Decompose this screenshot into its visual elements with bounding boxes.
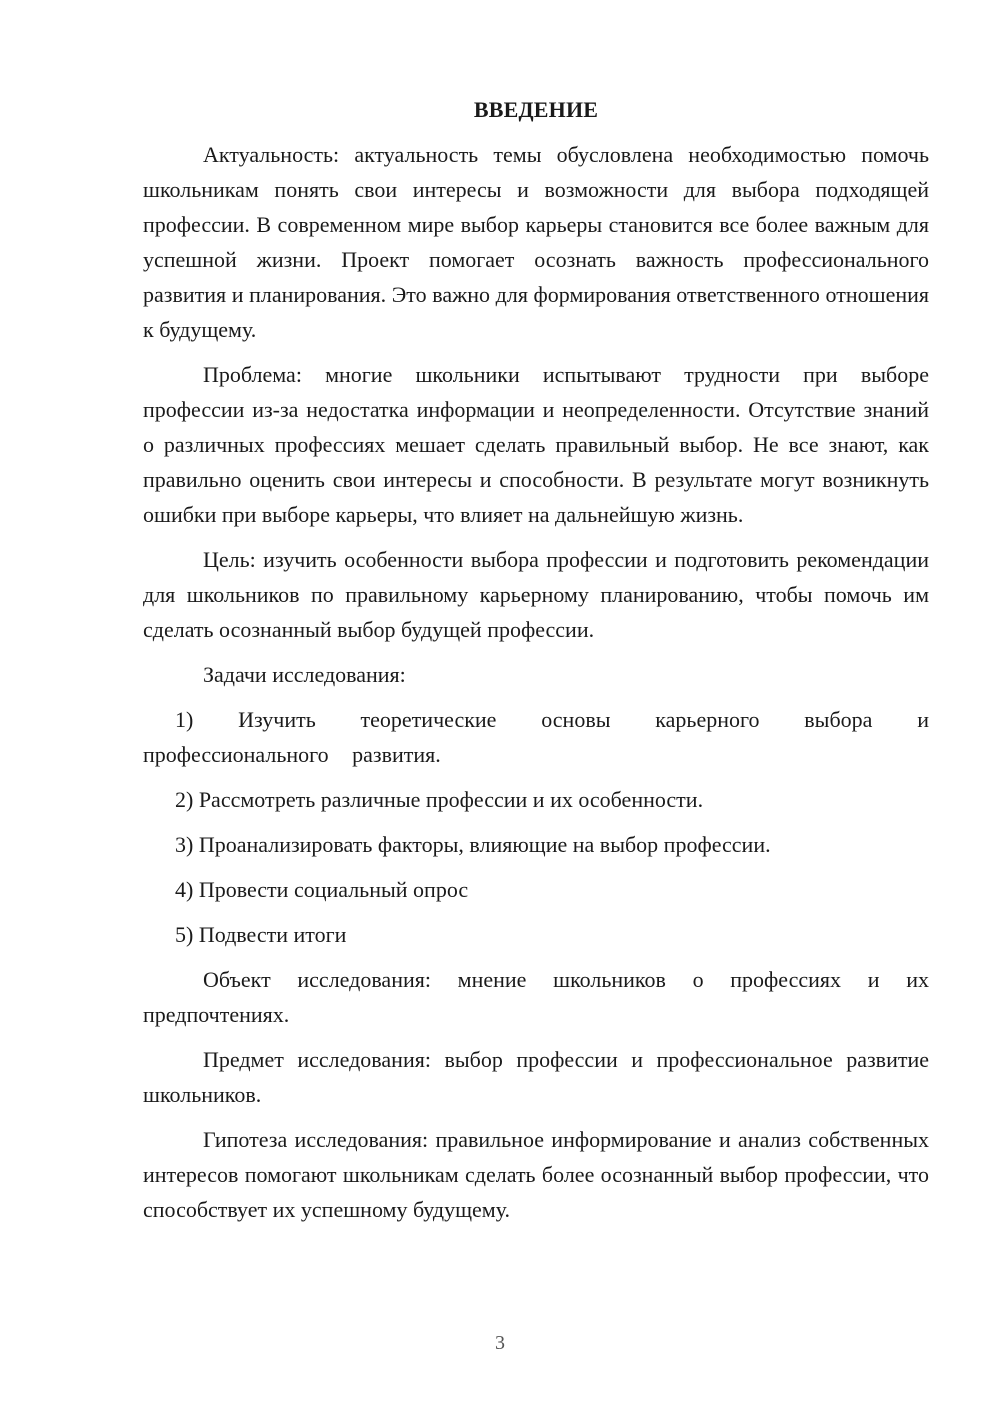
document-page	[143, 92, 929, 1237]
task-item: 2) Рассмотреть различные профессии и их особенности.	[175, 787, 704, 812]
paragraph-hypothesis: Гипотеза исследования: правильное информирование и анализ собственных интересов помогают школьникам сделать более осознанный выбор профессии, что способствует их успешному будущему.	[143, 1127, 929, 1222]
paragraph-problem: Проблема: многие школьники испытывают трудности при выборе профессии из-за недостатка информации и неопределенности. Отсутствие знаний о различных профессиях мешает сделать правильный выбор. Не все знают, как правильно оценить свои интересы и способности. В результате могут возникнуть ошибки при выборе карьеры, что влияет на дальнейшую жизнь.	[143, 362, 929, 527]
page-number: 3	[495, 1332, 505, 1354]
section-title: ВВЕДЕНИЕ	[473, 97, 599, 122]
task-item: 5) Подвести итоги	[175, 922, 347, 947]
task-item: 1) Изучить теоретические основы карьерного выбора и профессионального развития.	[143, 707, 929, 767]
paragraph-goal: Цель: изучить особенности выбора профессии и подготовить рекомендации для школьников по правильному карьерному планированию, чтобы помочь им сделать осознанный выбор будущей профессии.	[143, 547, 929, 642]
task-item: 4) Провести социальный опрос	[175, 877, 469, 902]
tasks-heading: Задачи исследования:	[203, 662, 406, 687]
tasks-list	[143, 702, 929, 952]
paragraph-subject: Предмет исследования: выбор профессии и профессиональное развитие школьников.	[143, 1047, 929, 1107]
task-item: 3) Проанализировать факторы, влияющие на выбор профессии.	[175, 832, 771, 857]
paragraph-relevance: Актуальность: актуальность темы обусловлена необходимостью помочь школьникам понять свои интересы и возможности для выбора подходящей профессии. В современном мире выбор карьеры становится все более важным для успешной жизни. Проект помогает осознать важность профессионального развития и планирования. Это важно для формирования ответственного отношения к будущему.	[143, 142, 929, 342]
paragraph-object: Объект исследования: мнение школьников о профессиях и их предпочтениях.	[143, 967, 929, 1027]
